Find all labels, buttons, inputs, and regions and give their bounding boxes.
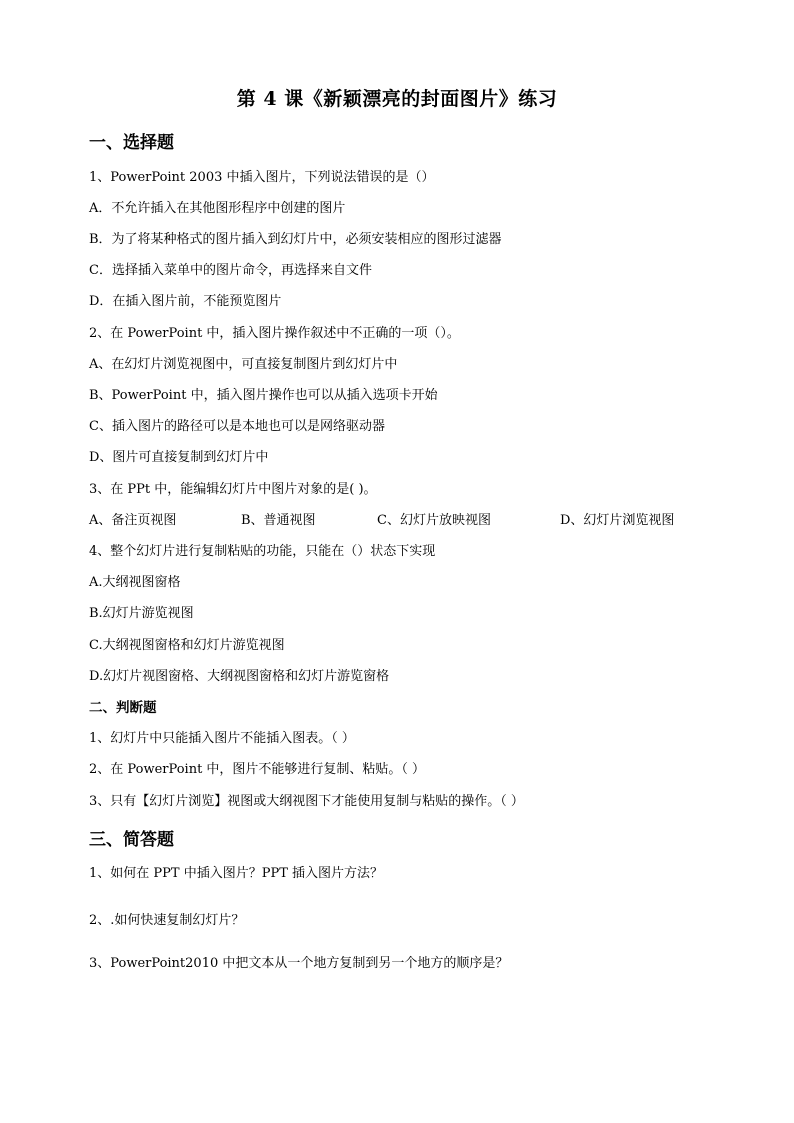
question-2-option-d: D、图片可直接复制到幻灯片中 [89, 450, 269, 465]
judge-question-3: 3、只有【幻灯片浏览】视图或大纲视图下才能使用复制与粘贴的操作。（ ） [89, 794, 524, 809]
question-2-stem: 2、在 PowerPoint 中，插入图片操作叙述中不正确的一项（）。 [89, 326, 460, 341]
question-1-option-d: D．在插入图片前，不能预览图片 [89, 294, 282, 309]
question-4-option-b: B.幻灯片游览视图 [89, 606, 194, 621]
question-2-option-a: A、在幻灯片浏览视图中，可直接复制图片到幻灯片中 [89, 357, 398, 372]
question-3-stem: 3、在 PPt 中，能编辑幻灯片中图片对象的是( )。 [89, 482, 377, 497]
question-3-option-a: A、备注页视图 [89, 513, 177, 528]
question-1-stem: 1、PowerPoint 2003 中插入图片，下列说法错误的是（） [89, 170, 435, 185]
question-4-stem: 4、整个幻灯片进行复制粘贴的功能，只能在（）状态下实现 [89, 544, 436, 559]
section-heading-short-answer: 三、简答题 [89, 830, 174, 850]
judge-question-1: 1、幻灯片中只能插入图片不能插入图表。（ ） [89, 731, 355, 746]
question-2-option-b: B、PowerPoint 中，插入图片操作也可以从插入选项卡开始 [89, 388, 438, 403]
question-3-option-c: C、幻灯片放映视图 [377, 513, 491, 528]
question-2-option-c: C、插入图片的路径可以是本地也可以是网络驱动器 [89, 419, 385, 434]
question-4-option-c: C.大纲视图窗格和幻灯片游览视图 [89, 638, 285, 653]
page-title: 第 4 课《新颖漂亮的封面图片》练习 [236, 88, 558, 110]
short-question-3: 3、PowerPoint2010 中把文本从一个地方复制到另一个地方的顺序是？ [89, 956, 509, 971]
question-1-option-b: B．为了将某种格式的图片插入到幻灯片中，必须安装相应的图形过滤器 [89, 232, 502, 247]
short-question-1: 1、如何在 PPT 中插入图片？PPT 插入图片方法？ [89, 866, 383, 881]
question-1-option-a: A．不允许插入在其他图形程序中创建的图片 [89, 201, 346, 216]
question-1-option-c: C．选择插入菜单中的图片命令，再选择来自文件 [89, 263, 372, 278]
judge-question-2: 2、在 PowerPoint 中，图片不能够进行复制、粘贴。（ ） [89, 762, 426, 777]
section-heading-choice: 一、选择题 [89, 133, 174, 153]
section-heading-true-false: 二、判断题 [89, 700, 157, 716]
question-3-option-b: B、普通视图 [241, 513, 316, 528]
short-question-2: 2、.如何快速复制幻灯片？ [89, 913, 245, 928]
question-3-option-d: D、幻灯片浏览视图 [560, 513, 675, 528]
question-4-option-d: D.幻灯片视图窗格、大纲视图窗格和幻灯片游览窗格 [89, 669, 390, 684]
question-4-option-a: A.大纲视图窗格 [89, 575, 181, 590]
